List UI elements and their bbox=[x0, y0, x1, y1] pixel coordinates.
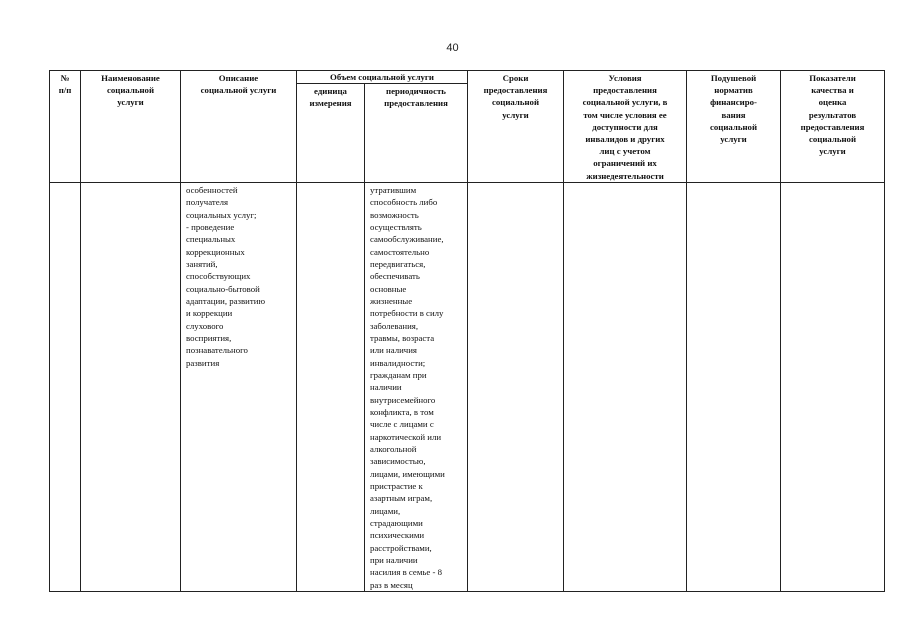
cell-unit bbox=[297, 182, 365, 591]
cell-conditions bbox=[564, 182, 687, 591]
cell-quality bbox=[781, 182, 885, 591]
cell-description: особенностей получателя социальных услуг; - проведение специальных коррекционных занятий, способствующих социально-бытовой адаптации, развитию и коррекции слухового восприятия, познавательного развития bbox=[181, 182, 297, 591]
cell-service-name bbox=[81, 182, 181, 591]
services-table bbox=[49, 70, 885, 592]
cell-financing-norm bbox=[687, 182, 781, 591]
cell-num bbox=[50, 182, 81, 591]
header-unit: единица измерения bbox=[297, 84, 365, 183]
page-number: 40 bbox=[446, 42, 459, 54]
header-service-description: Описание социальной услуги bbox=[181, 71, 297, 183]
header-num: № п/п bbox=[50, 71, 81, 183]
header-row-1 bbox=[50, 71, 885, 84]
cell-frequency: утратившим способность либо возможность осуществлять самообслуживание, самостоятельно передвигаться, обеспечивать основные жизненные потребности в силу заболевания, травмы, возраста или наличия инвалидности; гражданам при наличии внутрисемейного конфликта, в том числе с лицами с наркотической или алкогольной зависимостью, лицами, имеющими пристрастие к азартным играм, лицами, страдающими психическими расстройствами, при наличии насилия в семье - 8 раз в месяц bbox=[365, 182, 468, 591]
header-quality-indicators: Показатели качества и оценка результатов предоставления социальной услуги bbox=[781, 71, 885, 183]
header-service-conditions: Условия предоставления социальной услуги, в том числе условия ее доступности для инвалидов и других лиц с учетом ограничений их жизнедеятельности bbox=[564, 71, 687, 183]
header-financing-norm: Подушевой норматив финансиро- вания социальной услуги bbox=[687, 71, 781, 183]
header-service-volume: Объем социальной услуги bbox=[297, 71, 468, 84]
header-frequency: периодичность предоставления bbox=[365, 84, 468, 183]
table-row bbox=[50, 182, 885, 591]
header-service-name: Наименование социальной услуги bbox=[81, 71, 181, 183]
header-service-terms: Сроки предоставления социальной услуги bbox=[468, 71, 564, 183]
cell-terms bbox=[468, 182, 564, 591]
